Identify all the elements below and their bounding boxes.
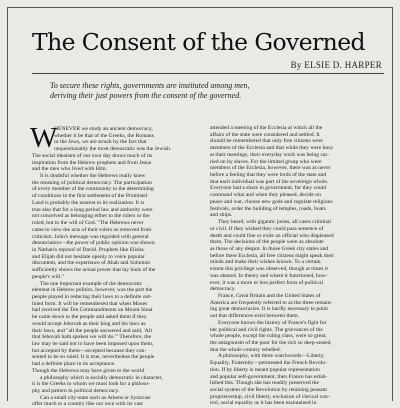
body-text-line: The one important example of the democratic [40, 280, 143, 287]
body-text-line: social system of the Revolution by retaining peasant [210, 387, 327, 394]
body-text-line: had received the Ten Commandments on Mount Sinai [32, 307, 153, 314]
body-text-line: of conditions in the first settlement of the Promised [32, 193, 147, 200]
right-column [210, 125, 372, 407]
body-text-line: criticism. John's message was regarded with general [32, 233, 149, 240]
body-text-line: offer much to a country like our own with its vast [32, 401, 143, 408]
body-text-line: ever, it was a more or less perfect form of political [210, 279, 324, 286]
body-text-line: in Nathan's reproof of David. Prophets like Elisha [32, 246, 144, 253]
body-text-line: their laws, and "all the people answered and said, 'All [32, 327, 152, 334]
body-text-line: whole people, except the ruling class, were so great, [210, 333, 327, 340]
body-text-line: minds and make their wishes known. To a certain [210, 259, 321, 266]
body-text-line: phy and pattern in political democracy. [32, 388, 120, 395]
body-text-line: members of the Ecclesia and that while they were busy [210, 145, 334, 152]
body-text-line: unquestionably the most democratic was the Jewish. [54, 146, 172, 153]
epigraph-line: deriving their just powers from the consent of the governed. [50, 91, 242, 100]
epigraph [50, 81, 350, 101]
body-text-line: Everyone knows the history of France's fight for [218, 319, 327, 326]
body-text-line: before there Ecclesia, all free citizens might speak their [210, 252, 335, 259]
body-text-line: death and could fine or exile an official who displeased [210, 232, 334, 239]
epigraph-line: To secure these rights, governments are instituted among men, [50, 81, 250, 90]
body-text-line: They heard, with gigantic juries, all cases criminal [218, 219, 331, 226]
body-text-line: not conceived as belonging either to the rulers or the [32, 213, 150, 220]
body-text-line: lined form. It will be remembered that when Moses [32, 300, 148, 307]
body-text-line: tion. If by liberty is meant popular representation [210, 366, 320, 373]
body-text-line: them. The decisions of the people were as absolute [210, 239, 324, 246]
body-text-line: element in Hebrew politics, however, was the part the [32, 287, 153, 294]
body-text-line: as those of any despot. In those Greek city states and [210, 245, 329, 252]
body-text-line: before a feeling that they were lords of the state and [210, 172, 327, 179]
body-text-line: Equality, Fraternity—permeated the French Revolu- [210, 360, 327, 367]
body-text-line: ing great democracies. It is hardly necessary to point [210, 306, 328, 313]
body-text-line: extent this privilege was observed, though at times it [210, 266, 328, 273]
body-text-line: whether it be that of the Greeks, the Romans [54, 132, 154, 139]
body-text-line: would accept Jehovah as their king and his laws as [32, 320, 146, 327]
body-text-line: at their meetings, their everyday work was being car- [210, 151, 330, 158]
body-text-line: Everyone had a share in government, for they could [210, 185, 327, 192]
article-byline: By ELSIE D. HARPER [290, 60, 382, 70]
body-text-line: discontent, and the experience of Ahab and Solomon [32, 260, 151, 267]
body-text-line: ruled, but to the will of God. "The Hebrews never [32, 220, 144, 227]
body-text-line: law may be said not to have been imposed upon them, [32, 341, 154, 347]
body-text-line: peace and war, choose new gods and regulate religious [210, 198, 333, 205]
body-text-line: democracy. [210, 286, 236, 293]
article-title: The Consent of the Governed [32, 28, 365, 56]
body-text-line: had a definite place in its acceptance. [32, 361, 116, 368]
body-text-line: ried on by slaves. For the limited group who were [210, 158, 322, 165]
body-text-line: denunciation—the power of public opinion was shown [32, 240, 155, 247]
body-text-line: Land is probably the nearest to its realization. It is [32, 199, 145, 206]
body-text-line: trol, social equality as it has been maintained in [210, 400, 317, 407]
body-text-line: true also that for a long period law and authority were [32, 206, 153, 213]
body-text-line: attended a meeting of the Ecclesia at which all the [210, 125, 323, 131]
body-text-line: The social idealism of our own day draws much of its [32, 152, 153, 159]
body-text-line: sufficiently shows the actual power that lay back of the [32, 267, 156, 274]
body-text-line: he came down to the people and asked them if they [32, 314, 147, 321]
body-text-line: the meaning of political democracy. The participation [32, 179, 152, 186]
body-text-line: affairs of the state were considered and settled. It [210, 131, 320, 138]
body-text-line: lished this. Though she has readily preserved the [210, 380, 319, 387]
body-text-line: and the men who lived with Him. [32, 166, 108, 173]
body-text-line: command what and when they pleased, decide on [210, 192, 321, 199]
title-rule [32, 73, 384, 74]
body-text-line: HENEVER we study an ancient democracy, [54, 126, 153, 132]
body-text-line: should be remembered that only free citizens were [210, 138, 323, 145]
body-text-line: and ships. [210, 212, 233, 219]
body-text-line: that each individual was part of the sovereign whole. [210, 178, 329, 185]
body-text-line: or the Jews, we are struck by the fact that [54, 139, 147, 146]
left-column [30, 122, 194, 408]
body-text-line: but accepted by them—accepted because they con- [32, 347, 147, 354]
body-text-line: her political and civil rights. The grievances of the [210, 326, 323, 333]
body-text-line: and Elijah did not hesitate openly to voice popular [32, 253, 145, 260]
body-text-line: came to view the acts of their rulers as removed from [32, 226, 152, 233]
body-text-line: it is the Greeks to whom we must look for a philoso- [32, 381, 150, 388]
body-text-line: sented to be so ruled. It is true, nevertheless the people [32, 354, 155, 361]
body-text-line: the antagonism of the poor for the rich so deep-seated, [210, 340, 332, 346]
body-text-line: that Jehovah hath spoken we will do.'" Therefore, the [32, 334, 152, 341]
body-text-line: out that differences exist between them. [210, 313, 300, 320]
body-text-line: A philosophy, with three watchwords—Liberty, [218, 353, 325, 360]
drop-cap: W [30, 122, 58, 154]
body-text-line: that the whole country rebelled. [210, 346, 281, 353]
body-text-line: proprietorship, civil liberty, exclusion of clerical con- [210, 393, 330, 400]
body-text-line: France, Great Britain and the United States of [218, 292, 321, 299]
body-text-line: festivals, order the building of temples, roads, boats [210, 205, 326, 212]
body-text-line: America are frequently referred to as the three remain- [210, 299, 333, 306]
body-text-line: people's will." [32, 273, 64, 280]
body-text-line: of every member of the community in the determining [32, 186, 154, 193]
body-text-line: It is doubtful whether the Hebrews really knew [40, 173, 146, 180]
body-text-line: and popular self-government, then France has estab- [210, 373, 328, 380]
body-text-line: or civil. If they wished they could pass sentence of [210, 225, 324, 232]
body-text-line: a philosophy which is socially democratic in character, [40, 374, 163, 381]
body-text-line: inspiration from the Hebrew prophets and from Jesus [32, 159, 152, 166]
body-text-line: Though the Hebrews may have given to the world [32, 367, 145, 374]
body-text-line: members of the Ecclesia, however, there was as never [210, 165, 331, 172]
body-text-line: was abused. In theory and where it functioned, how- [210, 272, 328, 279]
body-text-line: people played in reducing their laws to a definite out- [32, 293, 152, 300]
body-text-line: Can a small city-state such as Athens or Syracuse [40, 394, 151, 401]
